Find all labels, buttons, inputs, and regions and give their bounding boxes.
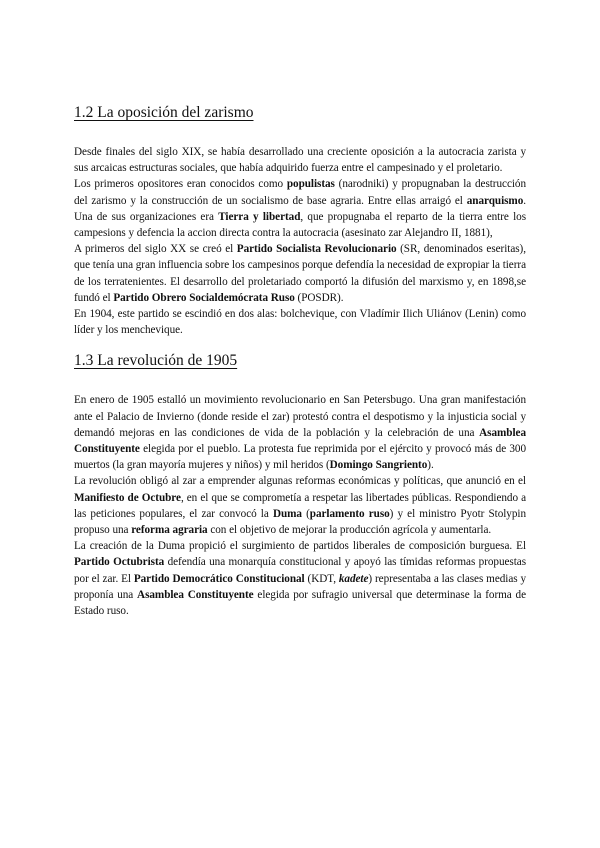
body-text: ( [301, 507, 310, 520]
body-text: con el objetivo de mejorar la producción agrícola y aumentarla. [207, 524, 492, 537]
paragraph [74, 538, 526, 619]
emphasis-text: Asamblea Constituyente [137, 588, 254, 601]
emphasis-text: Partido Socialista Revolucionario [236, 243, 397, 256]
body-text: En 1904, este partido se escindió en dos alas: bolchevique, con Vladímir Ilich Uliánov (Lenin) como líder y los menchevique. [74, 308, 526, 337]
body-text: (KDT, [304, 572, 339, 585]
paragraph [74, 306, 526, 338]
emphasis-text: Tierra y libertad [218, 210, 301, 223]
emphasis-text: Asamblea Constituyente [74, 426, 526, 456]
emphasis-text: Partido Octubrista [74, 556, 165, 569]
body-text: La revolución obligó al zar a emprender algunas reformas económicas y políticas, que anunció en el [74, 475, 526, 488]
emphasis-text: parlamento ruso [309, 507, 390, 520]
body-text: Los primeros opositores eran conocidos como [74, 178, 287, 191]
body-text: , que propugnaba el reparto de la tierra entre los campesions y defencia la accion directa contra la autocracia (asesinato zar Alejandro II, 1881), [74, 210, 526, 240]
section-title-oposicion-zarismo: 1.2 La oposición del zarismo [74, 104, 254, 121]
body-text: elegida por sufragio universal que determinase la forma de Estado ruso. [74, 588, 527, 618]
emphasis-text: Partido Democrático Constitucional [133, 572, 305, 585]
emphasis-text: Duma [272, 507, 302, 520]
body-text: defendía una monarquía constitucional y apoyó las tímidas reformas propuestas por el zar. El [74, 556, 526, 585]
paragraph [74, 473, 526, 538]
body-text: A primeros del siglo XX se creó el [74, 243, 237, 256]
emphasis-text: Manifiesto de Octubre [74, 491, 181, 504]
body-text: , en el que se comprometía a respetar las libertades públicas. Respondiendo a las peticiones populares, el zar convocó la [74, 491, 526, 520]
section-title-revolucion-1905: 1.3 La revolución de 1905 [74, 352, 238, 370]
body-text: . Una de sus organizaciones era [74, 194, 526, 223]
body-text: ) representaba a las clases medias y proponía una [74, 572, 527, 601]
paragraph [74, 176, 526, 241]
body-text: elegida por el pueblo. La protesta fue reprimida por el ejército y provocó más de 300 muertos (la gran mayoría mujeres y niños) y mil heridos ( [74, 443, 526, 472]
body-text: Desde finales del siglo XIX, se había desarrollado una creciente oposición a la autocracia zarista y sus arcaicas estructuras sociales, que había adquirido fuerza entre el campesinado y el proletario. [74, 146, 526, 175]
emphasis-text: anarquismo [466, 194, 524, 207]
paragraph [74, 241, 526, 306]
body-text: (POSDR). [294, 291, 344, 304]
emphasis-text: kadete [338, 572, 369, 585]
document-body [74, 104, 526, 619]
emphasis-text: populistas [286, 178, 335, 191]
emphasis-text: reforma agraria [131, 524, 208, 537]
paragraph [74, 392, 526, 473]
emphasis-text: Partido Obrero Socialdemócrata Ruso [113, 291, 295, 304]
paragraph [74, 144, 526, 176]
body-text: ) y el ministro Pyotr Stolypin propuso una [74, 507, 526, 537]
body-text: En enero de 1905 estalló un movimiento revolucionario en San Petersbugo. Una gran manifestación ante el Palacio de Invierno (donde reside el zar) protestó contra el despotismo y la injusticia social y demandó mejoras en las condiciones de vida de la población y la celebración de una [74, 394, 526, 439]
body-text: (narodniki) y propugnaban la destrucción del zarismo y la construcción de un socialismo de base agraria. Entre ellas arraigó el [74, 178, 526, 207]
emphasis-text: Domingo Sangriento [329, 459, 428, 472]
body-text: La creación de la Duma propició el surgimiento de partidos liberales de composición burguesa. El [74, 540, 526, 553]
body-text: ). [427, 459, 434, 472]
body-text: (SR, denominados eseritas), que tenía una gran influencia sobre los campesinos porque defendía la necesidad de expropiar la tierra de los terratenientes. El desarrollo del proletariado comportó la difusión del marxismo y, en 1898,se fundó el [74, 243, 526, 304]
